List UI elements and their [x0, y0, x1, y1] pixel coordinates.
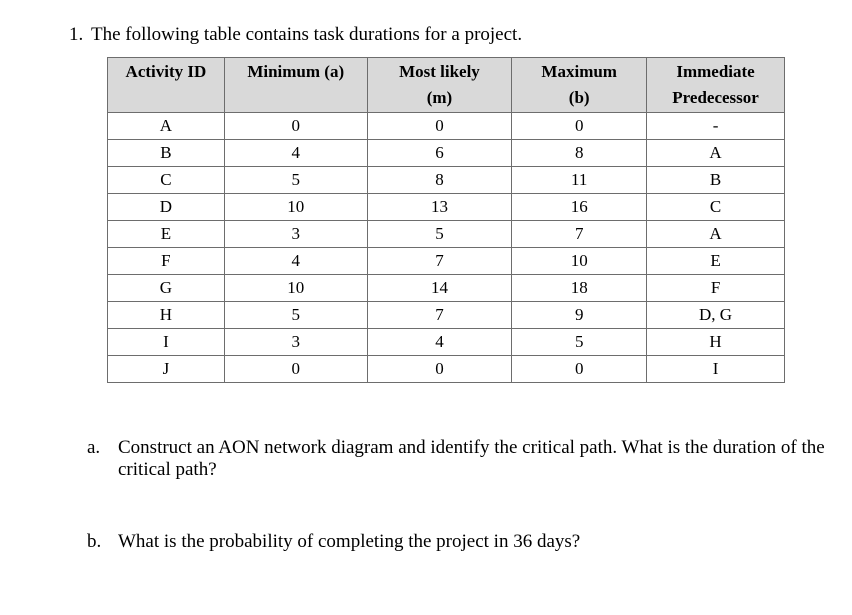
cell-activity-id: C [108, 167, 225, 194]
table-row [108, 113, 785, 140]
cell-predecessor: H [647, 329, 785, 356]
cell-maximum: 8 [512, 140, 647, 167]
question-part-b [87, 531, 827, 555]
table-row [108, 221, 785, 248]
cell-activity-id: B [108, 140, 225, 167]
cell-predecessor: E [647, 248, 785, 275]
cell-minimum: 4 [224, 248, 367, 275]
question-number: 1. [69, 24, 84, 45]
cell-maximum: 7 [512, 221, 647, 248]
cell-activity-id: E [108, 221, 225, 248]
cell-activity-id: I [108, 329, 225, 356]
cell-predecessor: F [647, 275, 785, 302]
header-activity-id: Activity ID [108, 58, 225, 113]
cell-predecessor: I [647, 356, 785, 383]
cell-minimum: 4 [224, 140, 367, 167]
table-row [108, 167, 785, 194]
cell-maximum: 18 [512, 275, 647, 302]
cell-minimum: 3 [224, 221, 367, 248]
cell-minimum: 10 [224, 194, 367, 221]
header-immediate-predecessor: Immediate Predecessor [647, 58, 785, 113]
cell-minimum: 3 [224, 329, 367, 356]
question-title [69, 24, 522, 46]
question-text: The following table contains task durations for a project. [91, 24, 523, 45]
part-a-label: a. [87, 437, 101, 458]
cell-predecessor: A [647, 140, 785, 167]
cell-most-likely: 7 [367, 248, 512, 275]
cell-maximum: 0 [512, 356, 647, 383]
cell-activity-id: A [108, 113, 225, 140]
question-part-a [87, 437, 827, 485]
cell-most-likely: 5 [367, 221, 512, 248]
cell-most-likely: 6 [367, 140, 512, 167]
part-a-text: Construct an AON network diagram and identify the critical path. What is the duration of the critical path? [118, 437, 825, 480]
cell-activity-id: D [108, 194, 225, 221]
cell-maximum: 10 [512, 248, 647, 275]
table-row [108, 329, 785, 356]
task-duration-table [107, 57, 785, 383]
cell-most-likely: 14 [367, 275, 512, 302]
part-b-text: What is the probability of completing the project in 36 days? [118, 531, 581, 552]
table-row [108, 140, 785, 167]
cell-most-likely: 0 [367, 356, 512, 383]
cell-predecessor: D, G [647, 302, 785, 329]
cell-minimum: 0 [224, 356, 367, 383]
cell-activity-id: H [108, 302, 225, 329]
cell-activity-id: G [108, 275, 225, 302]
cell-predecessor: - [647, 113, 785, 140]
table-header-row [108, 58, 785, 113]
header-minimum: Minimum (a) [224, 58, 367, 113]
cell-most-likely: 8 [367, 167, 512, 194]
cell-most-likely: 4 [367, 329, 512, 356]
cell-maximum: 9 [512, 302, 647, 329]
table-row [108, 356, 785, 383]
table-row [108, 302, 785, 329]
header-maximum: Maximum (b) [512, 58, 647, 113]
cell-minimum: 5 [224, 167, 367, 194]
table-row [108, 194, 785, 221]
cell-minimum: 5 [224, 302, 367, 329]
header-most-likely: Most likely (m) [367, 58, 512, 113]
part-b-label: b. [87, 531, 102, 552]
cell-most-likely: 7 [367, 302, 512, 329]
cell-maximum: 0 [512, 113, 647, 140]
cell-activity-id: J [108, 356, 225, 383]
cell-maximum: 16 [512, 194, 647, 221]
cell-predecessor: A [647, 221, 785, 248]
cell-predecessor: B [647, 167, 785, 194]
cell-maximum: 5 [512, 329, 647, 356]
cell-minimum: 0 [224, 113, 367, 140]
cell-maximum: 11 [512, 167, 647, 194]
cell-most-likely: 0 [367, 113, 512, 140]
table-row [108, 275, 785, 302]
cell-most-likely: 13 [367, 194, 512, 221]
cell-activity-id: F [108, 248, 225, 275]
cell-predecessor: C [647, 194, 785, 221]
table-row [108, 248, 785, 275]
cell-minimum: 10 [224, 275, 367, 302]
